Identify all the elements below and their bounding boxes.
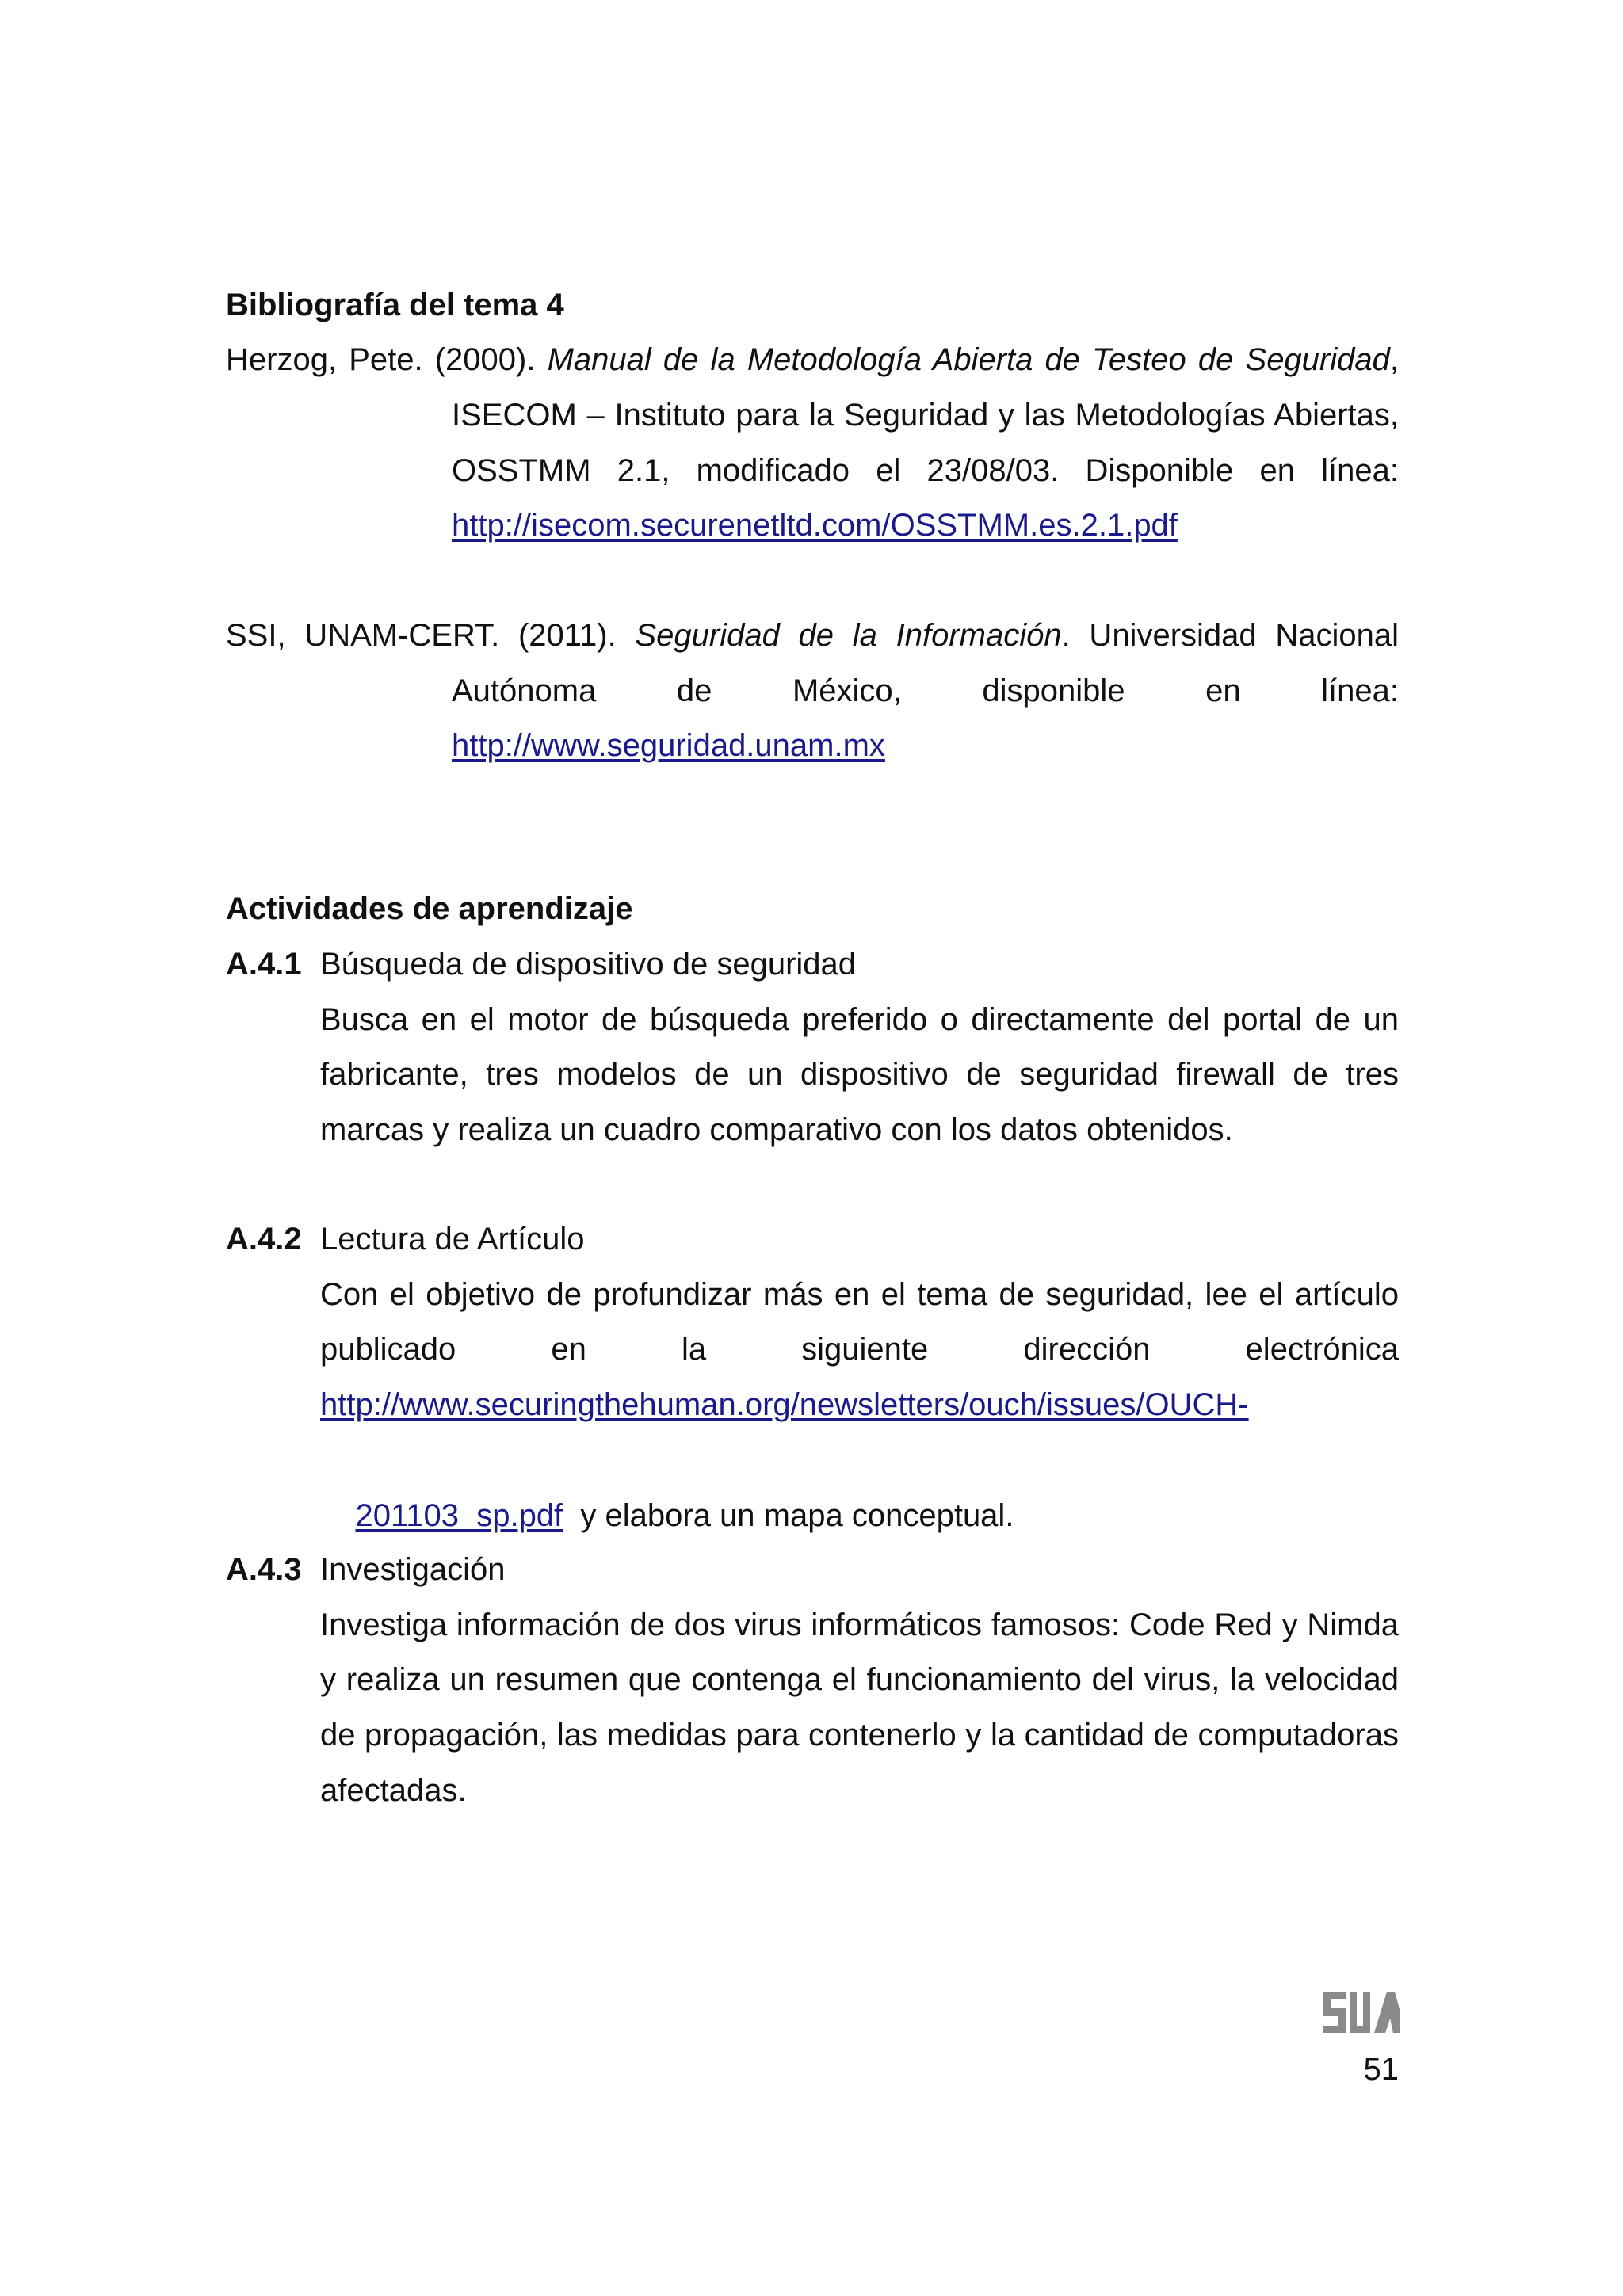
article-link-continuation[interactable]: 201103_sp.pdf — [355, 1498, 563, 1533]
reference-herzog-line1 — [226, 332, 1399, 387]
reference-author: Herzog, Pete. (2000). — [226, 342, 548, 377]
activity-body-line: publicado en la siguiente dirección electrónica — [320, 1332, 1399, 1367]
activity-body-line: Investiga información de dos virus informáticos famosos: Code Red y Nimda — [320, 1608, 1399, 1642]
activity-body-line: de propagación, las medidas para contenerlo y la cantidad de computadoras — [320, 1718, 1399, 1753]
bibliography-heading: Bibliografía del tema 4 — [226, 288, 564, 322]
activity-code: A.4.1 — [226, 947, 302, 982]
activities-heading: Actividades de aprendizaje — [226, 891, 633, 926]
reference-herzog-line2: ISECOM – Instituto para la Seguridad y las Metodologías Abiertas, — [452, 398, 1399, 433]
reference-punct: , — [1389, 342, 1399, 377]
activity-code: A.4.3 — [226, 1552, 302, 1587]
activity-url-line — [320, 1377, 1249, 1432]
activity-code: A.4.2 — [226, 1222, 302, 1257]
sua-logo — [1323, 1992, 1400, 2033]
activity-title: Lectura de Artículo — [320, 1222, 585, 1257]
reference-publisher: . Universidad Nacional — [1061, 618, 1399, 653]
activity-body-line: fabricante, tres modelos de un dispositivo de seguridad firewall de tres — [320, 1057, 1399, 1092]
activity-body-line: Con el objetivo de profundizar más en el tema de seguridad, lee el artículo — [320, 1277, 1399, 1312]
activity-body-text: y elabora un mapa conceptual. — [563, 1498, 1014, 1533]
activity-title: Búsqueda de dispositivo de seguridad — [320, 947, 857, 982]
activity-body-line: marcas y realiza un cuadro comparativo con los datos obtenidos. — [320, 1112, 1233, 1147]
reference-unam-url-line — [452, 718, 885, 773]
reference-herzog-line3: OSSTMM 2.1, modificado el 23/08/03. Disponible en línea: — [452, 453, 1399, 488]
activity-body-line: afectadas. — [320, 1773, 467, 1808]
activity-title: Investigación — [320, 1552, 506, 1587]
reference-author: SSI, UNAM-CERT. (2011). — [226, 618, 636, 653]
reference-unam-line1 — [226, 608, 1399, 663]
reference-unam-line2: Autónoma de México, disponible en línea: — [452, 673, 1399, 708]
reference-unam-link[interactable]: http://www.seguridad.unam.mx — [452, 728, 885, 763]
activity-body-line: y realiza un resumen que contenga el funcionamiento del virus, la velocidad — [320, 1662, 1399, 1697]
reference-title: Seguridad de la Información — [635, 618, 1062, 653]
article-link[interactable]: http://www.securingthehuman.org/newsletters/ouch/issues/OUCH- — [320, 1387, 1249, 1422]
reference-herzog-url-line — [452, 498, 1178, 553]
activity-body-line: Busca en el motor de búsqueda preferido o directamente del portal de un — [320, 1002, 1399, 1037]
reference-title: Manual de la Metodología Abierta de Testeo de Seguridad — [547, 342, 1390, 377]
reference-herzog-link[interactable]: http://isecom.securenetltd.com/OSSTMM.es.2.1.pdf — [452, 508, 1178, 543]
page-number: 51 — [1363, 2052, 1399, 2087]
